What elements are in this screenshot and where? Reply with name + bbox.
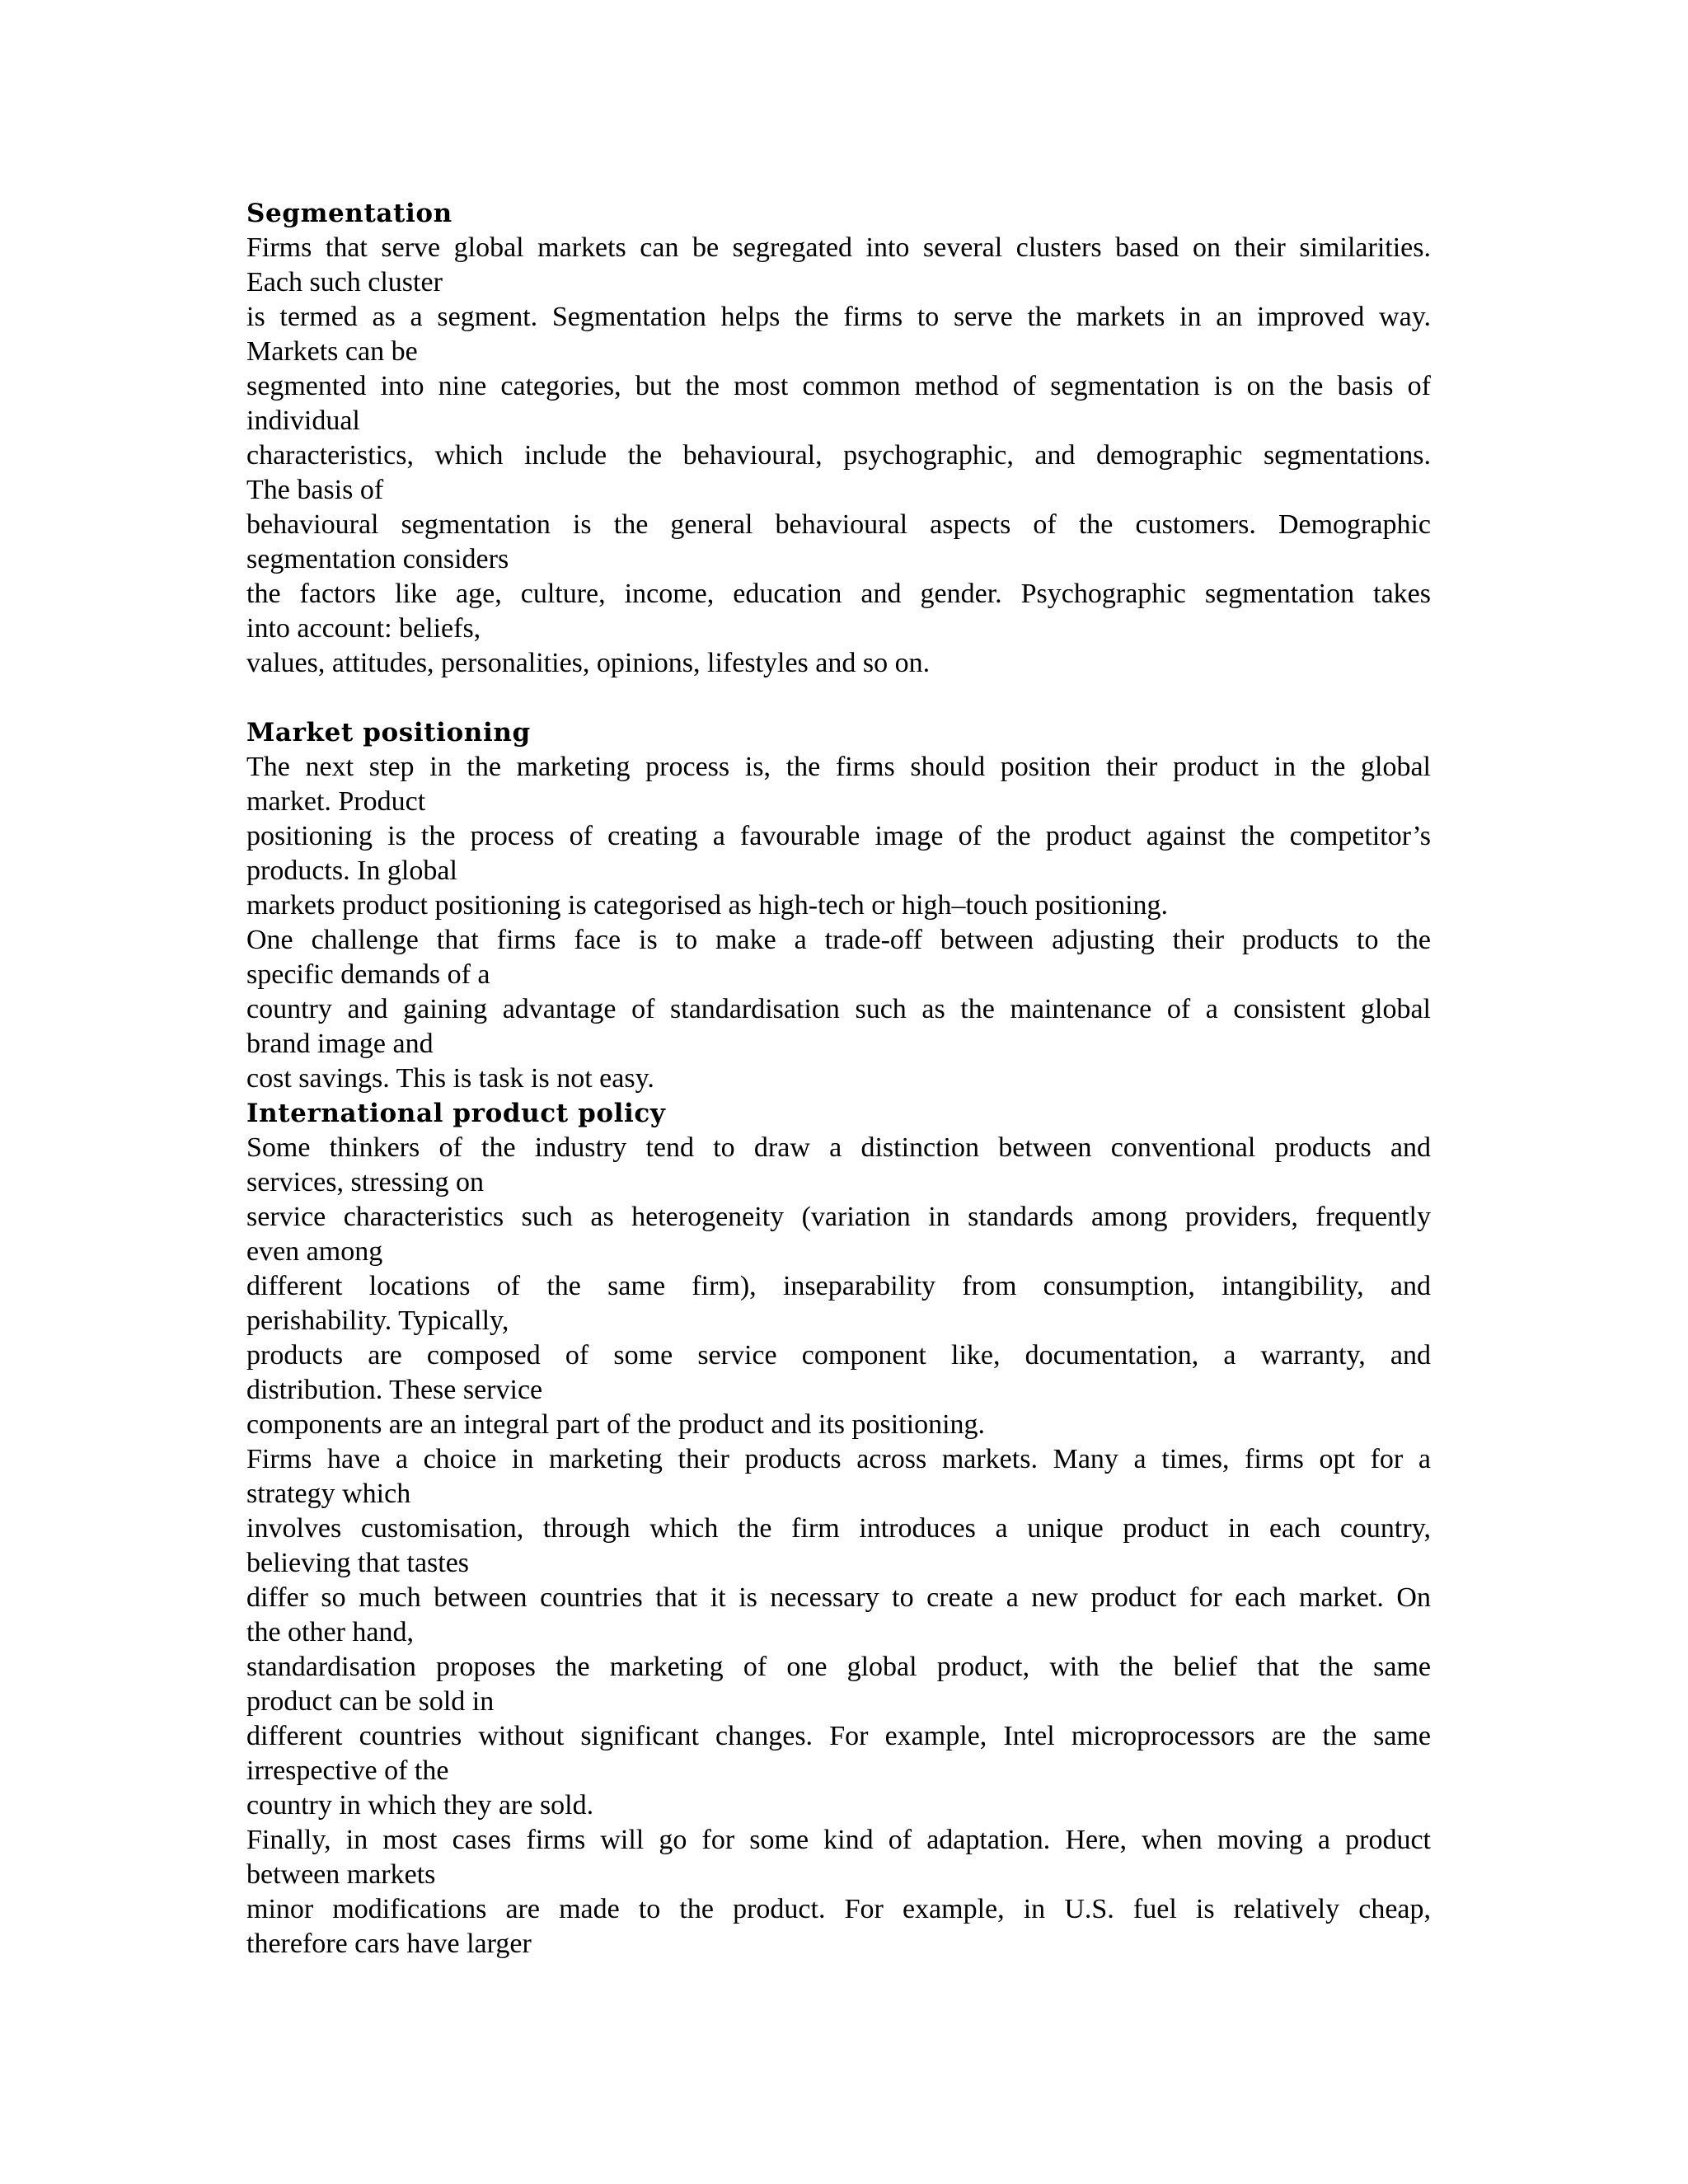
section-segmentation xyxy=(246,196,1431,681)
text-line: Some thinkers of the industry tend to draw a distinction between conventional products and xyxy=(246,1132,1431,1163)
text-line: The basis of xyxy=(246,475,384,505)
text-line: perishability. Typically, xyxy=(246,1305,509,1336)
text-line: Each such cluster xyxy=(246,267,443,298)
text-line: irrespective of the xyxy=(246,1755,449,1786)
text-line: therefore cars have larger xyxy=(246,1929,532,1959)
section-heading: International product policy xyxy=(246,1099,666,1128)
text-line: believing that tastes xyxy=(246,1548,470,1578)
text-line: involves customisation, through which the firm introduces a unique product in each country, xyxy=(246,1513,1431,1544)
text-line: the factors like age, culture, income, education and gender. Psychographic segmentation takes xyxy=(246,579,1431,609)
section-heading: Market positioning xyxy=(246,718,531,748)
text-line: different countries without significant changes. For example, Intel microprocessors are the same xyxy=(246,1721,1431,1751)
text-line: different locations of the same firm), inseparability from consumption, intangibility, and xyxy=(246,1271,1431,1301)
text-line: between markets xyxy=(246,1859,436,1890)
text-line: Firms that serve global markets can be segregated into several clusters based on their similarities. xyxy=(246,232,1431,263)
text-line: services, stressing on xyxy=(246,1167,485,1197)
text-line: service characteristics such as heterogeneity (variation in standards among providers, frequently xyxy=(246,1202,1431,1232)
text-line: products are composed of some service component like, documentation, a warranty, and xyxy=(246,1340,1431,1371)
text-line: Finally, in most cases firms will go for some kind of adaptation. Here, when moving a product xyxy=(246,1825,1431,1855)
text-line: market. Product xyxy=(246,786,426,817)
text-line: specific demands of a xyxy=(246,959,490,990)
text-line: behavioural segmentation is the general behavioural aspects of the customers. Demographic xyxy=(246,509,1431,540)
text-line: standardisation proposes the marketing of one global product, with the belief that the same xyxy=(246,1652,1431,1682)
text-line: differ so much between countries that it is necessary to create a new product for each market. On xyxy=(246,1582,1431,1613)
section-text xyxy=(246,1131,1431,1961)
document-body xyxy=(246,196,1431,1961)
text-line: cost savings. This is task is not easy. xyxy=(246,1063,654,1094)
text-line: the other hand, xyxy=(246,1617,414,1647)
section-international-product-policy xyxy=(246,1096,1431,1961)
section-spacer xyxy=(246,681,1431,715)
text-line: components are an integral part of the product and its positioning. xyxy=(246,1409,986,1440)
section-text xyxy=(246,231,1431,681)
text-line: segmented into nine categories, but the most common method of segmentation is on the basis of xyxy=(246,371,1431,401)
text-line: individual xyxy=(246,405,360,436)
text-line: is termed as a segment. Segmentation helps the firms to serve the markets in an improved way. xyxy=(246,302,1431,332)
text-line: strategy which xyxy=(246,1479,411,1509)
section-text xyxy=(246,750,1431,1096)
text-line: Firms have a choice in marketing their products across markets. Many a times, firms opt for a xyxy=(246,1444,1431,1474)
text-line: markets product positioning is categorised as high-tech or high–touch positioning. xyxy=(246,890,1169,921)
text-line: One challenge that firms face is to make a trade-off between adjusting their products to the xyxy=(246,925,1431,955)
text-line: into account: beliefs, xyxy=(246,613,481,644)
text-line: distribution. These service xyxy=(246,1375,543,1405)
text-line: characteristics, which include the behavioural, psychographic, and demographic segmentations. xyxy=(246,440,1431,471)
text-line: even among xyxy=(246,1236,383,1267)
section-heading: Segmentation xyxy=(246,199,452,228)
text-line: product can be sold in xyxy=(246,1686,495,1717)
text-line: country and gaining advantage of standardisation such as the maintenance of a consistent global xyxy=(246,994,1431,1024)
text-line: positioning is the process of creating a favourable image of the product against the competitor’s xyxy=(246,821,1431,851)
text-line: Markets can be xyxy=(246,336,418,367)
section-market-positioning xyxy=(246,715,1431,1096)
text-line: products. In global xyxy=(246,855,457,886)
text-line: minor modifications are made to the product. For example, in U.S. fuel is relatively cheap, xyxy=(246,1894,1431,1924)
text-line: The next step in the marketing process is, the firms should position their product in the global xyxy=(246,752,1431,782)
text-line: values, attitudes, personalities, opinions, lifestyles and so on. xyxy=(246,648,931,678)
text-line: country in which they are sold. xyxy=(246,1790,594,1821)
text-line: segmentation considers xyxy=(246,544,509,574)
text-line: brand image and xyxy=(246,1029,434,1059)
